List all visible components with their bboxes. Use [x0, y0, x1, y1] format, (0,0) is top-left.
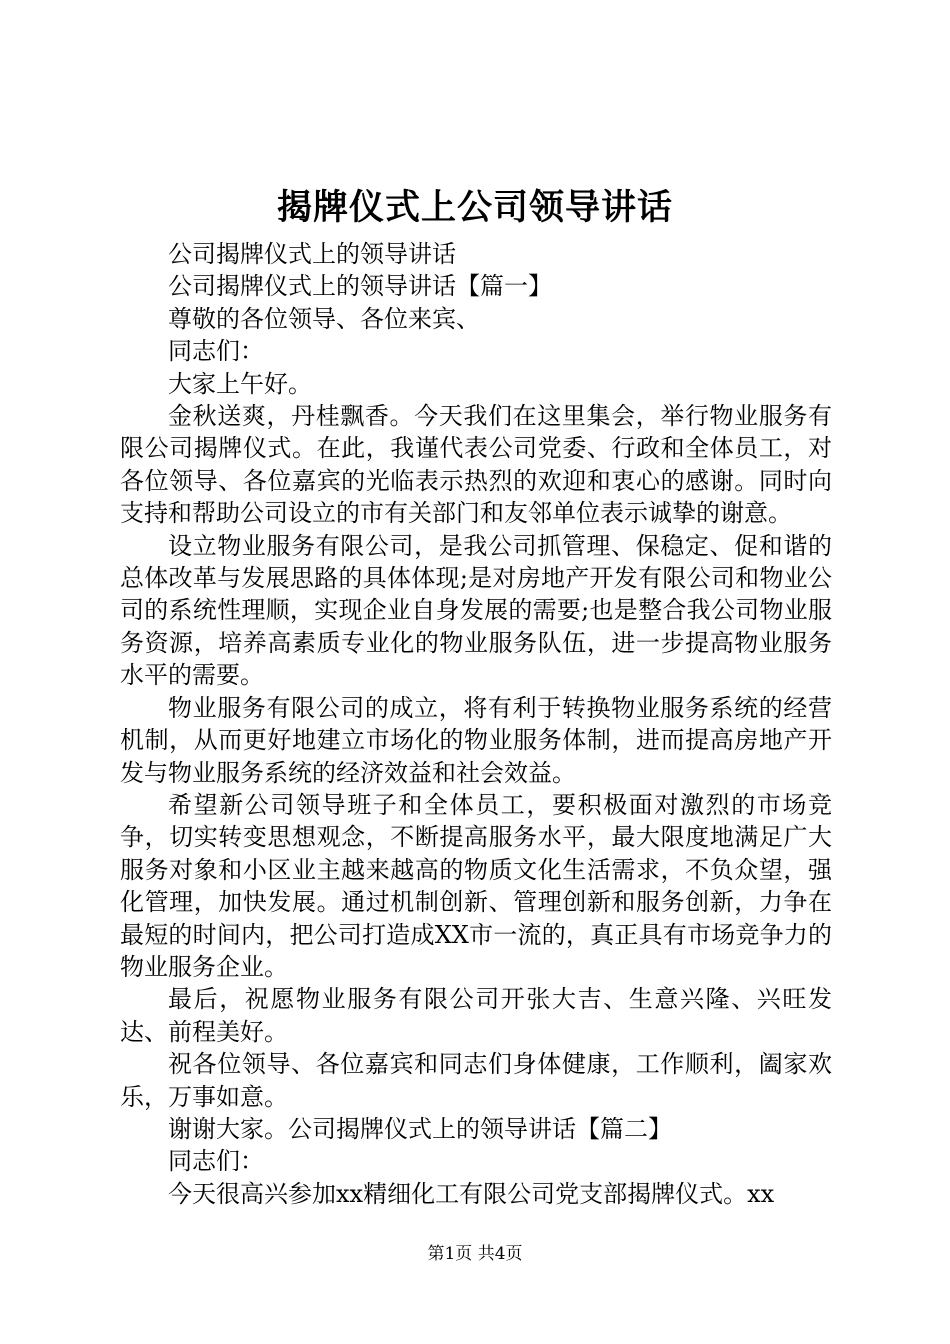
document-body — [120, 238, 832, 1210]
paragraph: 设立物业服务有限公司，是我公司抓管理、保稳定、促和谐的总体改革与发展思路的具体体现;是对房地产开发有限公司和物业公司的系统性理顺，实现企业自身发展的需要;也是整合我公司物业服务资源，培养高素质专业化的物业服务队伍，进一步提高物业服务水平的需要。 — [120, 531, 832, 690]
paragraph: 公司揭牌仪式上的领导讲话 — [168, 240, 456, 268]
paragraph: 物业服务有限公司的成立，将有利于转换物业服务系统的经营机制，从而更好地建立市场化的物业服务体制，进而提高房地产开发与物业服务系统的经济效益和社会效益。 — [120, 693, 832, 787]
paragraph: 同志们： — [168, 337, 264, 366]
page-number: 第1页 共4页 — [427, 1244, 523, 1264]
paragraph: 大家上午好。 — [168, 369, 312, 398]
paragraph: 金秋送爽，丹桂飘香。今天我们在这里集会，举行物业服务有限公司揭牌仪式。在此，我谨代表公司党委、行政和全体员工，对各位领导、各位嘉宾的光临表示热烈的欢迎和衷心的感谢。同时向支持和帮助公司设立的市有关部门和友邻单位表示诚挚的谢意。 — [120, 402, 832, 528]
paragraph: 谢谢大家。公司揭牌仪式上的领导讲话【篇二】 — [168, 1114, 672, 1143]
paragraph: 祝各位领导、各位嘉宾和同志们身体健康，工作顺利，阖家欢乐，万事如意。 — [120, 1050, 832, 1111]
paragraph: 同志们： — [168, 1147, 264, 1176]
paragraph: 最后，祝愿物业服务有限公司开张大吉、生意兴隆、兴旺发达、前程美好。 — [120, 985, 832, 1046]
paragraph: 尊敬的各位领导、各位来宾、 — [168, 304, 480, 333]
document-title: 揭牌仪式上公司领导讲话 — [276, 187, 673, 228]
paragraph: 今天很高兴参加xx精细化工有限公司党支部揭牌仪式。xx — [168, 1179, 775, 1208]
paragraph: 公司揭牌仪式上的领导讲话【篇一】 — [168, 272, 552, 301]
paragraph: 希望新公司领导班子和全体员工，要积极面对激烈的市场竞争，切实转变思想观念，不断提高服务水平，最大限度地满足广大服务对象和小区业主越来越高的物质文化生活需求，不负众望，强化管理，加快发展。通过机制创新、管理创新和服务创新，力争在最短的时间内，把公司打造成XX市一流的，真正具有市场竞争力的物业服务企业。 — [120, 790, 832, 981]
